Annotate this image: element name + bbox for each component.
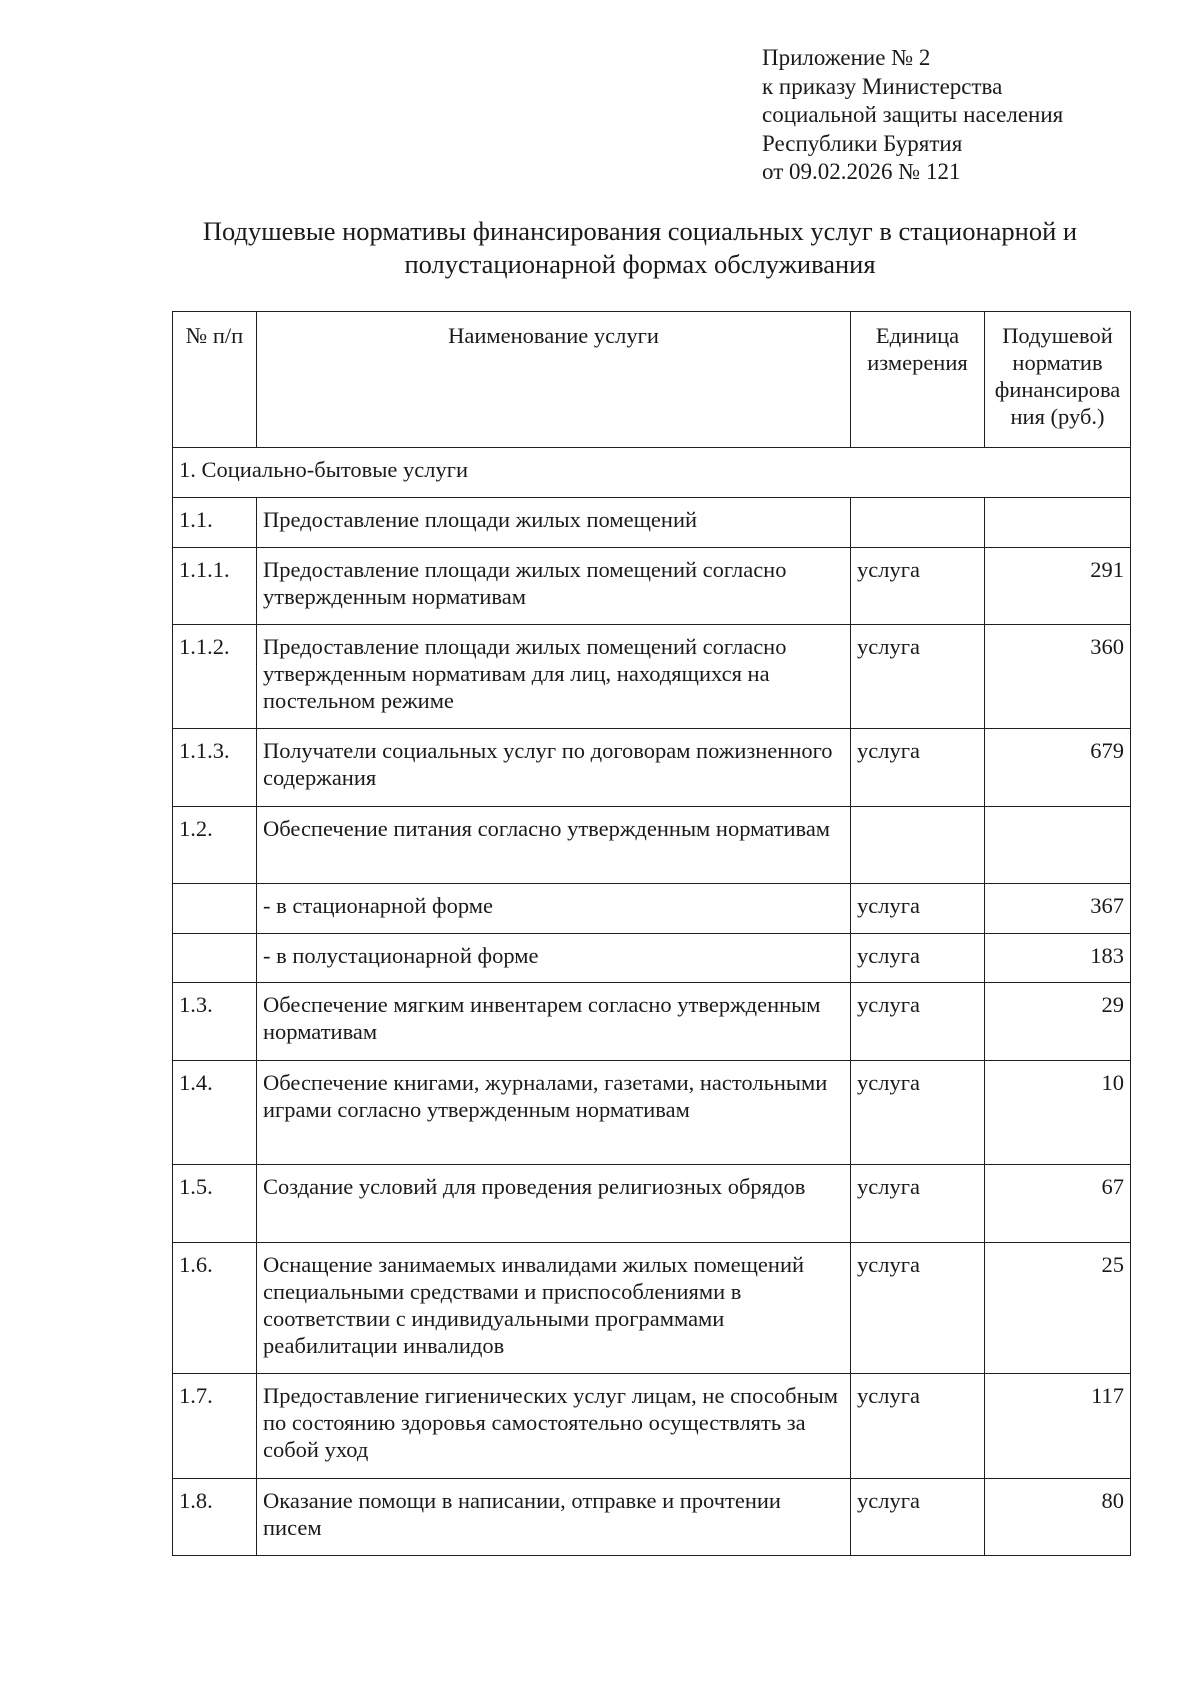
row-name: Предоставление площади жилых помещений согласно утвержденным нормативам для лиц, находящихся на постельном режиме	[257, 625, 851, 729]
row-unit	[851, 498, 985, 548]
table-row	[173, 807, 1131, 884]
table-row	[173, 1479, 1131, 1556]
row-name: Обеспечение питания согласно утвержденным нормативам	[257, 807, 851, 884]
row-unit: услуга	[851, 1243, 985, 1374]
table-header-row	[173, 312, 1131, 448]
appendix-line: к приказу Министерства	[762, 73, 1003, 99]
table-row	[173, 1061, 1131, 1165]
row-num: 1.4.	[173, 1061, 257, 1165]
row-unit: услуга	[851, 884, 985, 934]
row-value: 367	[985, 884, 1131, 934]
title-line-2: полустационарной формах обслуживания	[404, 249, 876, 279]
row-num: 1.8.	[173, 1479, 257, 1556]
row-num	[173, 934, 257, 983]
row-num: 1.7.	[173, 1374, 257, 1479]
row-value	[985, 498, 1131, 548]
appendix-line: Республики Бурятия	[762, 130, 963, 156]
section-row	[173, 448, 1131, 498]
header-num: № п/п	[173, 312, 257, 448]
table-row	[173, 625, 1131, 729]
row-value: 25	[985, 1243, 1131, 1374]
row-unit: услуга	[851, 983, 985, 1061]
header-value: Подушевой норматив финансирова ния (руб.)	[985, 312, 1131, 448]
row-unit: услуга	[851, 934, 985, 983]
row-unit: услуга	[851, 548, 985, 625]
row-name: - в стационарной форме	[257, 884, 851, 934]
table-row	[173, 548, 1131, 625]
row-unit: услуга	[851, 729, 985, 807]
table-row	[173, 498, 1131, 548]
row-num: 1.6.	[173, 1243, 257, 1374]
row-value: 291	[985, 548, 1131, 625]
row-value: 80	[985, 1479, 1131, 1556]
row-num	[173, 884, 257, 934]
row-name: Создание условий для проведения религиозных обрядов	[257, 1165, 851, 1243]
row-num: 1.1.1.	[173, 548, 257, 625]
title-line-1: Подушевые нормативы финансирования социальных услуг в стационарной и	[202, 216, 1078, 246]
row-value	[985, 807, 1131, 884]
row-value: 67	[985, 1165, 1131, 1243]
row-unit: услуга	[851, 1165, 985, 1243]
appendix-line: от 09.02.2026 № 121	[762, 159, 961, 184]
row-name: Обеспечение мягким инвентарем согласно утвержденным нормативам	[257, 983, 851, 1061]
appendix-header	[762, 44, 1063, 187]
row-value: 183	[985, 934, 1131, 983]
row-value: 360	[985, 625, 1131, 729]
row-num: 1.5.	[173, 1165, 257, 1243]
document-title	[150, 215, 1130, 281]
norms-table	[172, 311, 1131, 1556]
section-title: 1. Социально-бытовые услуги	[173, 448, 1131, 498]
row-name: Предоставление гигиенических услуг лицам, не способным по состоянию здоровья самостоятельно осуществлять за собой уход	[257, 1374, 851, 1479]
table-row	[173, 1374, 1131, 1479]
row-num: 1.3.	[173, 983, 257, 1061]
row-num: 1.2.	[173, 807, 257, 884]
table-row	[173, 884, 1131, 934]
row-unit: услуга	[851, 625, 985, 729]
row-name: Предоставление площади жилых помещений согласно утвержденным нормативам	[257, 548, 851, 625]
table-row	[173, 983, 1131, 1061]
row-value: 10	[985, 1061, 1131, 1165]
row-num: 1.1.	[173, 498, 257, 548]
row-value: 29	[985, 983, 1131, 1061]
row-name: - в полустационарной форме	[257, 934, 851, 983]
header-unit: Единица измерения	[851, 312, 985, 448]
table-row	[173, 934, 1131, 983]
row-name: Обеспечение книгами, журналами, газетами, настольными играми согласно утвержденным нормативам	[257, 1061, 851, 1165]
row-value: 117	[985, 1374, 1131, 1479]
row-name: Получатели социальных услуг по договорам пожизненного содержания	[257, 729, 851, 807]
row-unit: услуга	[851, 1374, 985, 1479]
row-unit	[851, 807, 985, 884]
row-num: 1.1.3.	[173, 729, 257, 807]
row-unit: услуга	[851, 1061, 985, 1165]
row-unit: услуга	[851, 1479, 985, 1556]
header-name: Наименование услуги	[257, 312, 851, 448]
row-num: 1.1.2.	[173, 625, 257, 729]
row-value: 679	[985, 729, 1131, 807]
row-name: Оказание помощи в написании, отправке и прочтении писем	[257, 1479, 851, 1556]
appendix-line: социальной защиты населения	[762, 102, 1064, 127]
table-row	[173, 1243, 1131, 1374]
table-row	[173, 1165, 1131, 1243]
table-row	[173, 729, 1131, 807]
row-name: Оснащение занимаемых инвалидами жилых помещений специальными средствами и приспособлениями в соответствии с индивидуальными программами реабилитации инвалидов	[257, 1243, 851, 1374]
row-name: Предоставление площади жилых помещений	[257, 498, 851, 548]
appendix-line: Приложение № 2	[762, 45, 931, 70]
